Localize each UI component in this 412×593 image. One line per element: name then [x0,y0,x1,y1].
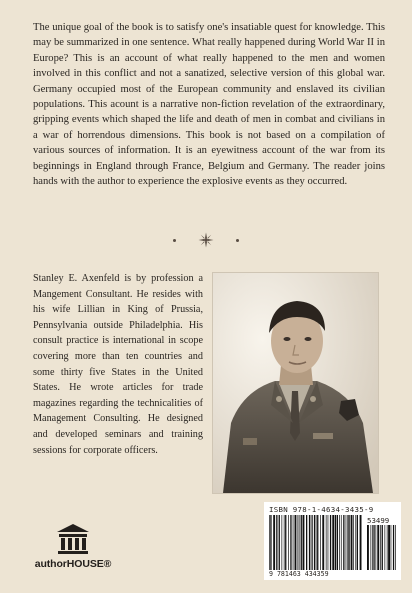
price-code: 53499 [367,516,390,525]
divider-dot-right [236,239,239,242]
book-description: The unique goal of the book is to satisfy one's insatiable quest for knowledge. This may be summarized in one sentence. What really happened during World War II in Europe? This is an account of what really happened to the men and women involved in this conflict and not a sanatized, selective version of this global war. Germany occupied most of the European community and enslaved its civilian populations. This acount is a narrative non-fiction revelation of the extraordinary, gripping events which shaped the life and death of men in combat and civilians in a war of horrendous dimensions. This book is not based on a compilation of various sources of information. It is an eyewitness account of the war from its beginnings in England through France, Belgium and Germany. The reader joins hands with the author to experience the explosive events as they occurred. [33,22,385,188]
divider-dot-left [173,239,176,242]
author-portrait-illustration [213,273,378,493]
isbn-barcode [264,502,401,580]
ean-digits: 9 781463 434359 [269,570,329,578]
authorhouse-building-icon [55,522,91,556]
flourish-ornament-icon [198,232,214,248]
price-bars [367,525,397,570]
publisher-logo [28,522,118,582]
author-bio: Stanley E. Axenfeld is by profession a Mangement Consultant. He resides with his wife Lillian in King of Prussia, Pennsylvania outside Philadelphia. His consult practice is international in scope covering more than ten countries and some thirty five States in the United States. He wrote articles for trade magazines regarding the technicalities of Management Consulting. He designed and developed seminars and training sessions for corporate officers. [33,273,203,456]
author-photo [213,273,378,493]
ean-bars [269,515,363,570]
isbn-label: ISBN 978-1-4634-3435-9 [269,505,374,514]
section-divider [0,232,412,248]
publisher-name: authorHOUSE® [34,558,112,570]
